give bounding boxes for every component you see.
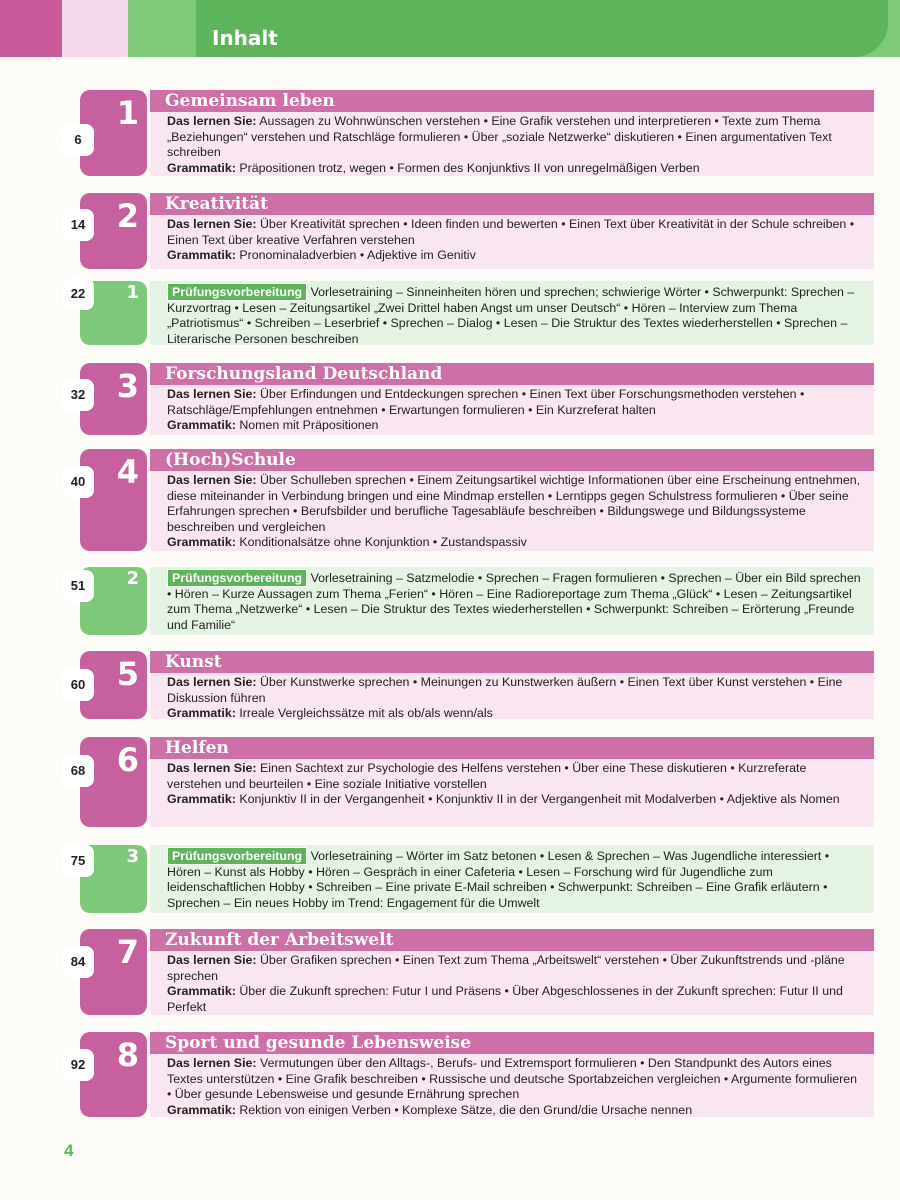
lesson-tab — [80, 449, 147, 551]
exam-prep-badge: Prüfungsvorbereitung — [167, 569, 307, 587]
learning-goals-text: Vermutungen über den Alltags-, Berufs- und Extremsport formulieren • Den Standpunkt des Autors eines Textes unterstützen • Eine Grafik beschreiben • Russische und deutsche Sportabzeichen vergleichen • Argumente formulieren • Über gesunde Lebensweise und gesunde Ernährung sprechen — [167, 1056, 858, 1101]
page-ref[interactable]: 40 — [62, 466, 94, 498]
exam-prep-badge: Prüfungsvorbereitung — [167, 283, 307, 301]
learning-goals-text: Einen Sachtext zur Psychologie des Helfens verstehen • Über eine These diskutieren • Kurzreferate verstehen und beurteilen • Eine soziale Initiative vorstellen — [167, 761, 807, 791]
grammar-label: Grammatik: — [167, 418, 236, 432]
lesson-title[interactable]: Forschungsland Deutschland — [165, 364, 443, 384]
grammar — [167, 248, 864, 264]
grammar-label: Grammatik: — [167, 535, 236, 549]
learning-goals-label: Das lernen Sie: — [167, 675, 257, 689]
learning-goals-label: Das lernen Sie: — [167, 114, 257, 128]
grammar — [167, 792, 864, 808]
learning-goals-label: Das lernen Sie: — [167, 387, 257, 401]
lesson-content — [167, 387, 864, 434]
page-ref[interactable]: 75 — [62, 845, 94, 877]
grammar-label: Grammatik: — [167, 984, 236, 998]
learning-goals — [167, 473, 864, 535]
lesson-number: 1 — [116, 94, 139, 132]
learning-goals-label: Das lernen Sie: — [167, 1056, 257, 1070]
exam-prep-number: 3 — [126, 846, 139, 867]
lesson-number: 5 — [116, 655, 139, 693]
grammar-label: Grammatik: — [167, 160, 236, 175]
lesson-title[interactable]: Zukunft der Arbeitswelt — [165, 930, 394, 950]
learning-goals-text: Über Kreativität sprechen • Ideen finden und bewerten • Einen Text über Kreativität in der Schule schreiben • Einen Text über kreative Verfahren verstehen — [167, 217, 855, 247]
grammar-text: Konjunktiv II in der Vergangenheit • Konjunktiv II in der Vergangenheit mit Modalverben • Adjektive als Nomen — [239, 792, 840, 806]
lesson-number: 3 — [116, 367, 139, 405]
lesson-content — [167, 761, 864, 808]
lesson-title[interactable]: Kreativität — [165, 194, 268, 214]
grammar — [167, 1103, 864, 1119]
lesson-content — [167, 217, 864, 264]
page-ref[interactable]: 84 — [62, 946, 94, 978]
learning-goals — [167, 387, 864, 418]
grammar-text: Über die Zukunft sprechen: Futur I und Präsens • Über Abgeschlossenes in der Zukunft sprechen: Futur II und Perfekt — [167, 984, 843, 1014]
grammar — [167, 984, 864, 1015]
lesson-number: 4 — [116, 453, 139, 491]
lesson-content — [167, 953, 864, 1015]
lesson-title-bar — [150, 737, 874, 759]
learning-goals — [167, 953, 864, 984]
lesson-title[interactable]: Helfen — [165, 738, 229, 758]
lesson-number: 2 — [116, 197, 139, 235]
lesson-title-bar — [150, 449, 874, 471]
grammar — [167, 535, 864, 551]
learning-goals-label: Das lernen Sie: — [167, 761, 257, 775]
grammar-label: Grammatik: — [167, 248, 236, 262]
page-number: 4 — [64, 1141, 74, 1160]
exam-prep-description: Vorlesetraining – Sinneinheiten hören und sprechen; schwierige Wörter • Schwerpunkt: Sprechen – Kurzvortrag • Lesen – Zeitungsartikel „Zwei Drittel haben Angst um unser Deutsch“ • Hören – Interview zum Thema „Patriotismus“ • Schreiben – Leserbrief • Sprechen – Dialog • Lesen – Die Struktur des Textes wiederherstellen • Sprechen – Literarische Personen beschreiben — [167, 285, 855, 346]
lesson-content — [167, 675, 864, 722]
page-ref[interactable]: 51 — [62, 570, 94, 602]
exam-prep-text — [167, 571, 864, 633]
lesson-title-bar — [150, 193, 874, 215]
grammar-label: Grammatik: — [167, 706, 236, 720]
lesson-title[interactable]: (Hoch)Schule — [165, 450, 296, 470]
header-pink-block — [0, 0, 62, 57]
page-ref[interactable]: 14 — [62, 209, 94, 241]
lesson-number: 6 — [116, 741, 139, 779]
learning-goals — [167, 761, 864, 792]
exam-prep-badge: Prüfungsvorbereitung — [167, 847, 307, 865]
exam-prep-number: 2 — [126, 568, 139, 589]
grammar-text: Irreale Vergleichssätze mit als ob/als wenn/als — [239, 706, 493, 720]
lesson-title-bar — [150, 90, 874, 112]
lesson-title-bar — [150, 363, 874, 385]
grammar-label: Grammatik: — [167, 792, 236, 806]
grammar-text: Konditionalsätze ohne Konjunktion • Zustandspassiv — [239, 535, 527, 549]
page-ref[interactable]: 6 — [62, 124, 94, 156]
learning-goals — [167, 1056, 864, 1103]
grammar — [167, 706, 864, 722]
exam-prep-text — [167, 285, 864, 347]
lesson-title[interactable]: Sport und gesunde Lebensweise — [165, 1033, 472, 1053]
lesson-content — [167, 473, 864, 551]
exam-prep-number: 1 — [126, 282, 139, 303]
learning-goals-text: Über Kunstwerke sprechen • Meinungen zu Kunstwerken äußern • Einen Text über Kunst verstehen • Eine Diskussion führen — [167, 675, 843, 705]
learning-goals-label: Das lernen Sie: — [167, 473, 257, 487]
exam-prep-text — [167, 849, 864, 911]
page-ref[interactable]: 32 — [62, 379, 94, 411]
lesson-title-bar — [150, 651, 874, 673]
header-title-band — [196, 0, 888, 57]
learning-goals-text: Über Erfindungen und Entdeckungen sprechen • Einen Text über Forschungsmethoden verstehen • Ratschläge/Empfehlungen entnehmen • Erwartungen formulieren • Ein Kurzreferat halten — [167, 387, 805, 417]
learning-goals — [167, 217, 864, 248]
grammar — [167, 418, 864, 434]
grammar-label: Grammatik: — [167, 1102, 236, 1117]
page-title: Inhalt — [212, 26, 278, 50]
header-light-block — [62, 0, 128, 57]
lesson-title-bar — [150, 929, 874, 951]
exam-prep-content — [167, 849, 864, 911]
learning-goals-text: Über Schulleben sprechen • Einem Zeitungsartikel wichtige Informationen über eine Erscheinung entnehmen, diese miteinander in Verbindung bringen und eine Mindmap erstellen • Lerntipps gegen Schulstress formulieren • Über seine Erfahrungen sprechen • Berufsbilder und berufliche Tagesabläufe beschreiben • Bildungswege und Bildungssysteme beschreiben und vergleichen — [167, 473, 861, 534]
learning-goals-text: Aussagen zu Wohnwünschen verstehen • Eine Grafik verstehen und interpretieren • Texte zum Thema „Beziehungen“ verstehen und Ratschläge formulieren • Über „soziale Netzwerke“ diskutieren • Einen argumentativen Text schreiben — [167, 114, 832, 159]
learning-goals-label: Das lernen Sie: — [167, 217, 257, 231]
page-ref[interactable]: 68 — [62, 755, 94, 787]
learning-goals-label: Das lernen Sie: — [167, 953, 257, 967]
lesson-content — [167, 114, 864, 176]
grammar-text: Rektion von einigen Verben • Komplexe Sätze, die den Grund/die Ursache nennen — [239, 1102, 693, 1117]
learning-goals — [167, 114, 864, 161]
exam-prep-content — [167, 571, 864, 633]
page-ref[interactable]: 22 — [62, 278, 94, 310]
grammar — [167, 161, 864, 177]
lesson-number: 7 — [116, 933, 139, 971]
lesson-title-bar — [150, 1032, 874, 1054]
grammar-text: Nomen mit Präpositionen — [239, 418, 379, 432]
learning-goals-text: Über Grafiken sprechen • Einen Text zum Thema „Arbeitswelt“ verstehen • Über Zukunftstrends und -pläne sprechen — [167, 953, 845, 983]
learning-goals — [167, 675, 864, 706]
grammar-text: Präpositionen trotz, wegen • Formen des Konjunktivs II von unregelmäßigen Verben — [239, 160, 700, 175]
page-ref[interactable]: 92 — [62, 1049, 94, 1081]
page-ref[interactable]: 60 — [62, 669, 94, 701]
exam-prep-content — [167, 285, 864, 347]
grammar-text: Pronominaladverbien • Adjektive im Genitiv — [239, 248, 476, 262]
exam-prep-description: Vorlesetraining – Wörter im Satz betonen • Lesen & Sprechen – Was Jugendliche interessiert • Hören – Kunst als Hobby • Hören – Gespräch in einer Cafeteria • Lesen – Forschung wird für Jugendliche zum leidenschaftlichen Hobby • Schreiben – Eine private E-Mail schreiben • Schwerpunkt: Schreiben – Eine Grafik erläutern • Sprechen – Ein neues Hobby im Trend: Engagement für die Umwelt — [167, 849, 830, 910]
lesson-content — [167, 1056, 864, 1118]
lesson-number: 8 — [116, 1036, 139, 1074]
exam-prep-description: Vorlesetraining – Satzmelodie • Sprechen – Fragen formulieren • Sprechen – Über ein Bild sprechen • Hören – Kurze Aussagen zum Thema „Ferien“ • Hören – Eine Radioreportage zum Thema „Glück“ • Lesen – Zeitungsartikel zum Thema „Netzwerke“ • Lesen – Die Struktur des Textes wiederherstellen • Schwerpunkt: Schreiben – Erörterung „Freunde und Familie“ — [167, 571, 861, 632]
lesson-title[interactable]: Kunst — [165, 652, 222, 672]
lesson-title[interactable]: Gemeinsam leben — [165, 91, 335, 111]
